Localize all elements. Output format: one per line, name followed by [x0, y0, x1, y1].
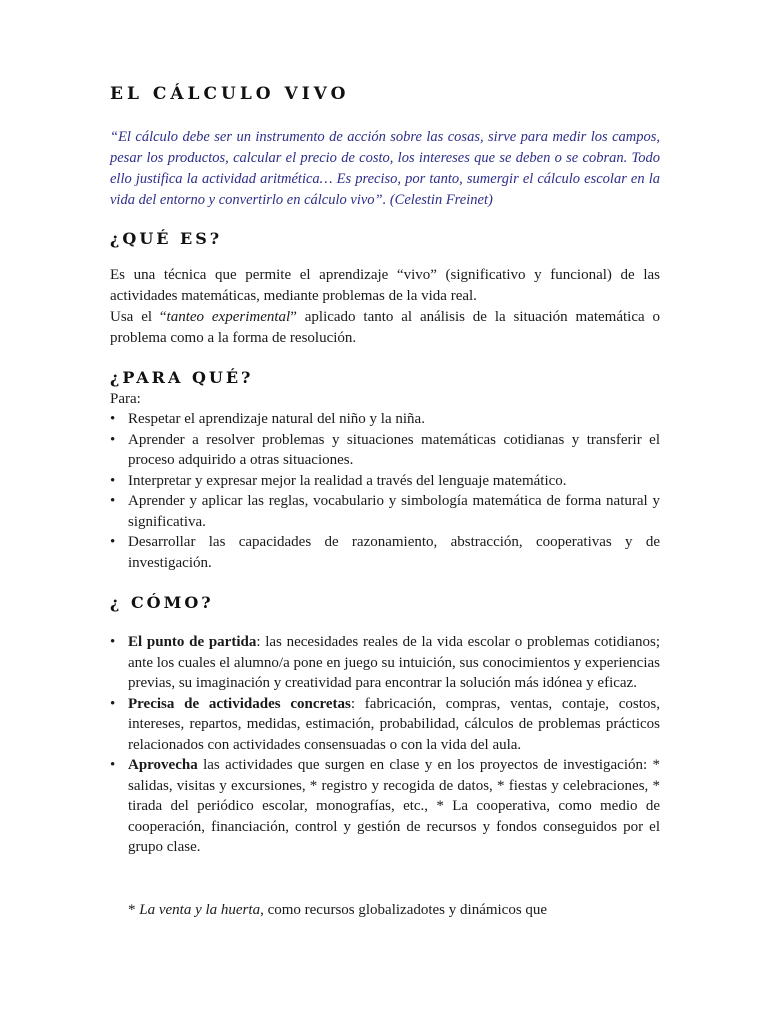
- bullet-icon: •: [110, 493, 116, 509]
- list-item: [110, 755, 660, 858]
- como-list: [110, 632, 660, 858]
- list-item-text: las actividades que surgen en clase y en los proyectos de investigación: * salidas, visitas y excursiones, * registro y recogida de datos, * fiestas y celebraciones, * tirada del periódico escolar, monografías, etc., * La cooperativa, como medio de cooperación, financiación, control y gestión de recursos y fondos conseguidos por el grupo clase.: [128, 757, 660, 855]
- bullet-icon: •: [110, 411, 116, 427]
- heading-como: ¿ CÓMO?: [110, 593, 214, 612]
- list-item: [110, 409, 660, 430]
- last-line-emphasis: La venta y la huerta: [139, 902, 261, 918]
- heading-que-es: ¿QUÉ ES?: [110, 229, 223, 248]
- list-item: [110, 694, 660, 756]
- list-item-text: Aprender y aplicar las reglas, vocabulario y simbología matemática de forma natural y significativa.: [128, 493, 660, 530]
- que-es-p2-before: Usa el “: [110, 309, 167, 325]
- list-item-text: Respetar el aprendizaje natural del niño y la niña.: [128, 411, 425, 427]
- list-item-lead: Precisa de actividades concretas: [128, 695, 351, 712]
- list-item: [110, 491, 660, 532]
- list-item-text: : fabricación, compras, ventas, contaje, costos, intereses, repartos, medidas, estimación, probabilidad, cálculos de problemas prácticos relacionados con actividades consensuadas o con la vida del aula.: [128, 695, 660, 753]
- bullet-icon: •: [110, 695, 116, 712]
- list-item-text: Desarrollar las capacidades de razonamiento, abstracción, cooperativas y de investigación.: [128, 534, 660, 571]
- bullet-icon: •: [110, 757, 116, 773]
- list-item-text: Aprender a resolver problemas y situaciones matemáticas cotidianas y transferir el proceso adquirido a otras situaciones.: [128, 431, 660, 468]
- list-item-text: : las necesidades reales de la vida escolar o problemas cotidianos; ante los cuales el alumno/a pone en juego su intuición, sus conocimientos y experiencias previas, su imaginación y creatividad para encontrar la solución más idónea y eficaz.: [128, 634, 660, 691]
- list-item: [110, 430, 660, 471]
- bullet-icon: •: [110, 472, 116, 489]
- list-item-lead: Aprovecha: [128, 757, 198, 773]
- bullet-icon: •: [110, 634, 116, 650]
- para-que-intro: Para:: [110, 391, 141, 407]
- list-item-text: Interpretar y expresar mejor la realidad a través del lenguaje matemático.: [128, 472, 567, 489]
- heading-para-que: ¿PARA QUÉ?: [110, 368, 254, 387]
- bullet-icon: •: [110, 534, 116, 550]
- list-item: [110, 471, 660, 492]
- freinet-quote: “El cálculo debe ser un instrumento de acción sobre las cosas, sirve para medir los campos, pesar los productos, calcular el precio de costo, los intereses que se deben o se cobran. Todo ello justifica la actividad aritmética… Es preciso, por tanto, sumergir el cálculo escolar en la vida del entorno y convertirlo en cálculo vivo”. (Celestin Freinet): [110, 129, 660, 208]
- last-line-prefix: *: [128, 902, 140, 918]
- document-title: EL CÁLCULO VIVO: [110, 84, 350, 104]
- que-es-paragraph-1: Es una técnica que permite el aprendizaje “vivo” (significativo y funcional) de las actividades matemáticas, mediante problemas de la vida real.: [110, 267, 660, 304]
- bullet-icon: •: [110, 431, 116, 448]
- como-last-line: [128, 900, 660, 921]
- list-item-lead: El punto de partida: [128, 634, 257, 650]
- que-es-paragraph-2: [110, 307, 660, 348]
- list-item: [110, 532, 660, 573]
- que-es-p2-emphasis: tanteo experimental: [166, 309, 291, 325]
- list-item: [110, 632, 660, 694]
- que-es-p2-after: ” aplicado tanto al análisis de la situación matemática o problema como a la forma de resolución.: [110, 309, 661, 346]
- para-que-list: [110, 409, 660, 573]
- last-line-text: , como recursos globalizadotes y dinámicos que: [260, 902, 548, 918]
